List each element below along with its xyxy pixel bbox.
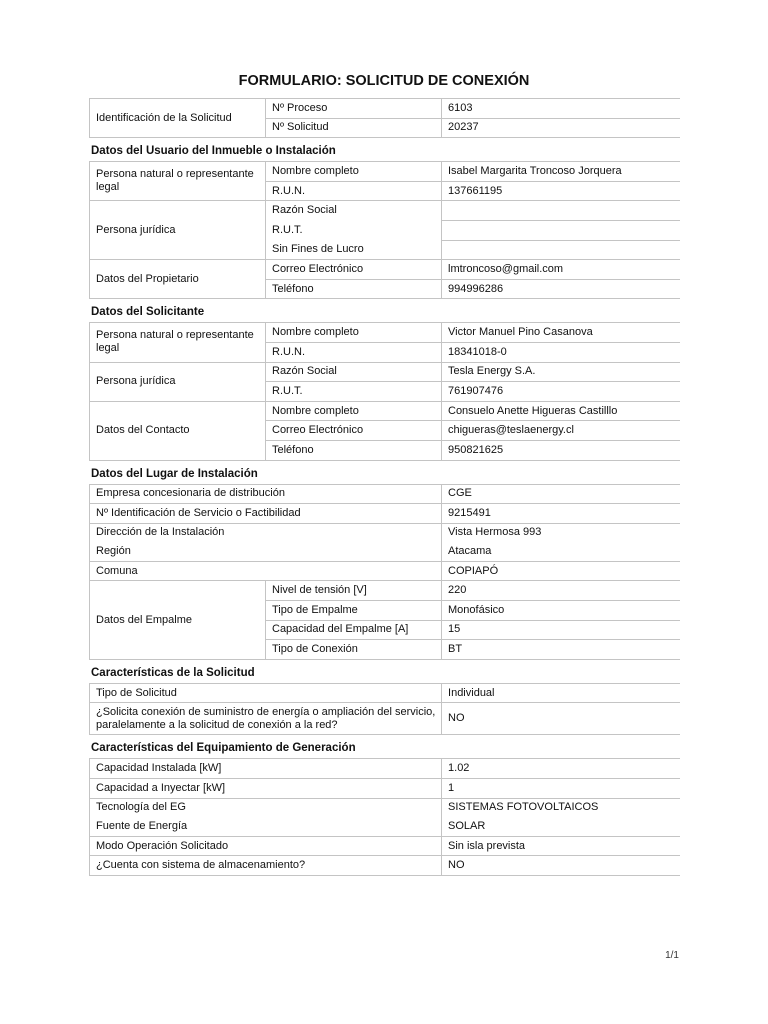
field-label: Fuente de Energía	[90, 817, 442, 836]
field-value: 137661195	[442, 181, 680, 201]
field-value: NO	[442, 856, 680, 876]
caracteristicas-table	[89, 683, 680, 736]
field-label: Capacidad del Empalme [A]	[266, 620, 442, 640]
field-value: SOLAR	[442, 817, 680, 836]
field-value: Victor Manuel Pino Casanova	[442, 323, 680, 343]
field-label: Nombre completo	[266, 323, 442, 343]
group-label: Datos del Empalme	[90, 581, 266, 659]
field-value: NO	[442, 703, 680, 735]
field-value: CGE	[442, 484, 680, 504]
field-value: 1	[442, 779, 680, 799]
equipamiento-table	[89, 758, 680, 876]
field-label: ¿Solicita conexión de suministro de energía o ampliación del servicio, paralelamente a la solicitud de conexión a la red?	[90, 703, 442, 735]
field-value: 1.02	[442, 759, 680, 779]
field-label: Razón Social	[266, 362, 442, 382]
field-label: Nº Proceso	[266, 99, 442, 119]
field-label: Nombre completo	[266, 401, 442, 421]
field-label: Modo Operación Solicitado	[90, 836, 442, 856]
field-value: SISTEMAS FOTOVOLTAICOS	[442, 798, 680, 817]
field-value: 20237	[442, 118, 680, 138]
field-value: chigueras@teslaenergy.cl	[442, 421, 680, 441]
field-value: 761907476	[442, 382, 680, 402]
section-heading-solicitante: Datos del Solicitante	[91, 306, 205, 319]
field-value: Tesla Energy S.A.	[442, 362, 680, 382]
field-label: Empresa concesionaria de distribución	[90, 484, 442, 504]
field-label: Dirección de la Instalación	[90, 523, 442, 542]
form-title: FORMULARIO: SOLICITUD DE CONEXIÓN	[238, 73, 530, 89]
group-label: Datos del Propietario	[90, 260, 266, 299]
field-label: Razón Social	[266, 201, 442, 221]
section-heading-caracteristicas: Características de la Solicitud	[91, 666, 255, 679]
field-label: R.U.T.	[266, 220, 442, 240]
field-value: Sin isla prevista	[442, 836, 680, 856]
field-value	[442, 220, 680, 240]
group-label: Persona jurídica	[90, 362, 266, 401]
identificacion-label: Identificación de la Solicitud	[90, 99, 266, 138]
field-value: Atacama	[442, 542, 680, 561]
group-label: Persona natural o representante legal	[90, 323, 266, 362]
group-label: Datos del Contacto	[90, 401, 266, 460]
field-value: 18341018-0	[442, 342, 680, 362]
field-label: Región	[90, 542, 442, 561]
field-label: Correo Electrónico	[266, 260, 442, 280]
field-value: 220	[442, 581, 680, 601]
field-label: Tecnología del EG	[90, 798, 442, 817]
field-label: Tipo de Empalme	[266, 601, 442, 621]
field-label: R.U.N.	[266, 181, 442, 201]
field-value	[442, 240, 680, 260]
field-label: R.U.T.	[266, 382, 442, 402]
field-label: Sin Fines de Lucro	[266, 240, 442, 260]
field-label: Capacidad Instalada [kW]	[90, 759, 442, 779]
field-value: 950821625	[442, 440, 680, 460]
field-label: Teléfono	[266, 440, 442, 460]
field-value: Individual	[442, 683, 680, 703]
section-heading-lugar: Datos del Lugar de Instalación	[91, 467, 258, 480]
field-value: COPIAPÓ	[442, 561, 680, 581]
field-value	[442, 201, 680, 221]
field-label: Nombre completo	[266, 162, 442, 182]
field-label: Nivel de tensión [V]	[266, 581, 442, 601]
field-label: Capacidad a Inyectar [kW]	[90, 779, 442, 799]
section-heading-equipamiento: Características del Equipamiento de Generación	[91, 742, 356, 755]
field-label: Tipo de Solicitud	[90, 683, 442, 703]
field-value: 15	[442, 620, 680, 640]
field-value: lmtroncoso@gmail.com	[442, 260, 680, 280]
identificacion-table	[89, 98, 680, 138]
field-label: Teléfono	[266, 279, 442, 299]
field-label: Nº Solicitud	[266, 118, 442, 138]
field-value: Consuelo Anette Higueras Castilllo	[442, 401, 680, 421]
field-value: Isabel Margarita Troncoso Jorquera	[442, 162, 680, 182]
field-value: BT	[442, 640, 680, 660]
field-value: 994996286	[442, 279, 680, 299]
form-page	[89, 70, 679, 876]
field-value: Monofásico	[442, 601, 680, 621]
usuario-table	[89, 161, 680, 299]
lugar-table	[89, 484, 680, 660]
field-label: ¿Cuenta con sistema de almacenamiento?	[90, 856, 442, 876]
field-label: Nº Identificación de Servicio o Factibilidad	[90, 504, 442, 524]
page-number: 1/1	[665, 950, 679, 961]
solicitante-table	[89, 322, 680, 460]
field-value: 9215491	[442, 504, 680, 524]
field-value: Vista Hermosa 993	[442, 523, 680, 542]
field-label: Comuna	[90, 561, 442, 581]
field-label: Correo Electrónico	[266, 421, 442, 441]
group-label: Persona natural o representante legal	[90, 162, 266, 201]
field-label: Tipo de Conexión	[266, 640, 442, 660]
group-label: Persona jurídica	[90, 201, 266, 260]
field-label: R.U.N.	[266, 342, 442, 362]
section-heading-usuario: Datos del Usuario del Inmueble o Instalación	[91, 145, 336, 158]
field-value: 6103	[442, 99, 680, 119]
